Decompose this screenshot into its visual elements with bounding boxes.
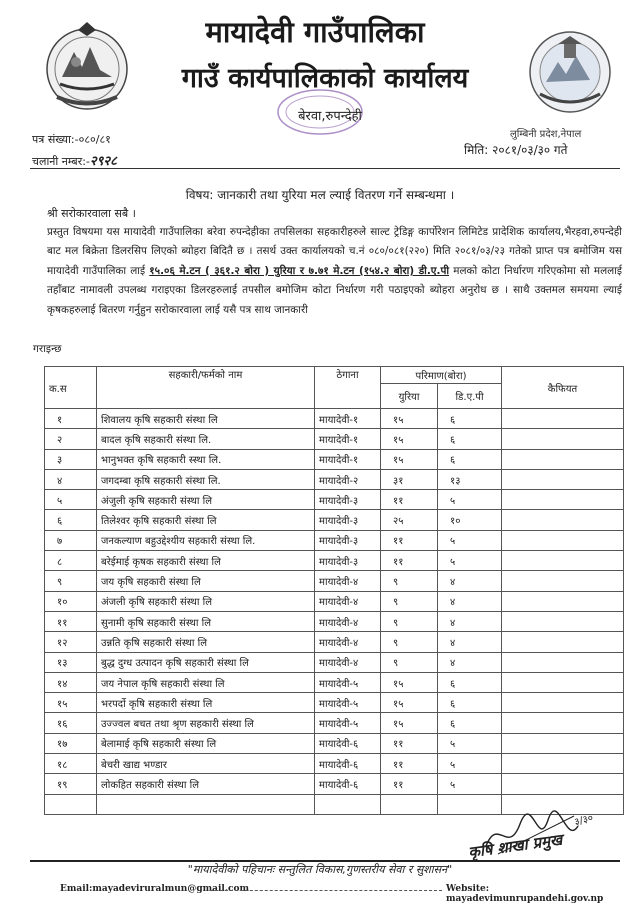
row-remarks	[502, 733, 624, 753]
row-address: मायादेवी-६	[315, 774, 381, 794]
row-remarks	[502, 693, 624, 713]
row-urea: ९	[381, 611, 438, 631]
row-urea: ११	[381, 733, 438, 753]
row-address: मायादेवी-४	[315, 632, 381, 652]
province: लुम्बिनी प्रदेश,नेपाल	[510, 129, 582, 140]
header-dap: डि.ए.पी	[438, 384, 502, 409]
header-urea: युरिया	[381, 384, 438, 409]
letter-date	[464, 141, 568, 158]
table-row	[45, 551, 624, 571]
row-urea: ११	[381, 551, 438, 571]
date-value: २०८१/०३/३० गते	[492, 143, 568, 157]
row-sn: १४	[45, 672, 97, 692]
row-name: बेचरी खाद्य भण्डार	[97, 754, 315, 774]
row-name: बरेईमाई कृषक सहकारी संस्था लि	[97, 551, 315, 571]
body-text-2: मलको कोटा निर्धारण गरिएकोमा सो मललाई तहाँबाट नामावली उपलब्ध गराइएका डिलरहरुलाई तपसील बमोजिम कोटा निर्धारण गरी पठाइएको ब्योहरा अनुरोध छ । साथै उक्तमल समयमा ल्याई कृषकहरुलाई बितरण गर्नुहुन सरोकारवाला लाई यसै पत्र साथ जानकारी	[47, 264, 622, 316]
dispatch-number	[32, 151, 117, 169]
row-dap: ४	[438, 571, 502, 591]
row-dap: ५	[438, 490, 502, 510]
row-name: बुद्ध दुग्ध उत्पादन कृषि सहकारी संस्था लि	[97, 652, 315, 672]
header-sn: क.स	[45, 367, 97, 409]
dispatch-number-value: २९२८	[89, 154, 117, 169]
row-dap: ५	[438, 733, 502, 753]
row-sn: १७	[45, 733, 97, 753]
date-label: मिति:	[464, 143, 489, 157]
row-sn: १८	[45, 754, 97, 774]
row-remarks	[502, 409, 624, 429]
row-address	[315, 794, 381, 814]
row-sn: ५	[45, 490, 97, 510]
body-highlight: १५.०६ मे.टन ( ३६१.२ बोरा ) युरिया र ७.७१ मे.टन (१५४.२ बोरा) डी.ए.पी	[149, 264, 450, 277]
office-address: बेरवा,रुपन्देही	[298, 109, 362, 124]
row-dap: ६	[438, 713, 502, 733]
row-urea: ११	[381, 530, 438, 550]
row-name: भरपर्दो कृषि सहकारी संस्था लि	[97, 693, 315, 713]
body-paragraph	[47, 223, 622, 320]
row-remarks	[502, 652, 624, 672]
row-address: मायादेवी-४	[315, 591, 381, 611]
row-name: शिवालय कृषि सहकारी संस्था लि	[97, 409, 315, 429]
email-value[interactable]: mayadeviruralmun@gmail.com	[92, 884, 249, 894]
subject-line: विषय: जानकारी तथा युरिया मल ल्याई वितरण गर्ने सम्बन्धमा ।	[185, 188, 455, 202]
row-sn: १०	[45, 591, 97, 611]
row-remarks	[502, 551, 624, 571]
footer-dash	[210, 890, 442, 891]
letter-number-label: पत्र संख्या:-	[32, 133, 79, 146]
row-name: जगदम्बा कृषि सहकारी संस्था लि.	[97, 469, 315, 489]
row-urea: १५	[381, 409, 438, 429]
row-sn: १	[45, 409, 97, 429]
row-name: बादल कृषि सहकारी संस्था लि.	[97, 429, 315, 449]
row-sn: ४	[45, 469, 97, 489]
row-sn: ९	[45, 571, 97, 591]
row-urea: ११	[381, 774, 438, 794]
row-address: मायादेवी-४	[315, 652, 381, 672]
table-row	[45, 490, 624, 510]
row-name: लोकहित सहकारी संस्था लि	[97, 774, 315, 794]
table-row	[45, 429, 624, 449]
website-value[interactable]: mayadevimunrupandehi.gov.np	[446, 894, 604, 904]
row-dap: ४	[438, 591, 502, 611]
row-dap: ६	[438, 672, 502, 692]
body-closing: गराइन्छ	[33, 343, 62, 355]
website-label: Website:	[446, 884, 490, 894]
row-name: बेलामाई कृषि सहकारी संस्था लि	[97, 733, 315, 753]
row-dap: ६	[438, 693, 502, 713]
municipality-logo-icon	[528, 30, 612, 114]
body-text-1: प्रस्तुत विषयमा यस मायादेवी गाउँपालिका बरेवा रुपन्देहीका तपसिलका सहकारीहरुले साल्ट ट्रेडिङ्ग कार्पोरेशन लिमिटेड प्रादेशिक कार्यालय,भैरहवा,रुपन्देही बाट मल बिक्रेता डिलरसिप लिएको ब्योहरा बिदितै छ । तसर्थ उक्त कार्यालयको च.नं ०८०/०८१(२२०) मिति २०८१/०३/२३ गतेको प्राप्त पत्र बमोजिम यस मायादेवी गाउँपालिका लाई	[47, 226, 622, 277]
header-divider	[30, 168, 620, 169]
row-remarks	[502, 754, 624, 774]
footer-motto: "मायादेवीको पहिचानः सन्तुलित विकास,गुणस्तरीय सेवा र सुशासन"	[187, 863, 453, 876]
letter-number	[32, 132, 111, 147]
row-dap: ४	[438, 652, 502, 672]
row-sn: २	[45, 429, 97, 449]
row-urea: १५	[381, 693, 438, 713]
row-sn: ७	[45, 530, 97, 550]
signatory-title: कृषि शाखा प्रमुख	[467, 830, 564, 862]
table-row	[45, 774, 624, 794]
row-urea	[381, 794, 438, 814]
row-remarks	[502, 469, 624, 489]
table-row	[45, 510, 624, 530]
header-quantity: परिमाण(बोरा)	[381, 367, 502, 384]
row-urea: १५	[381, 429, 438, 449]
row-dap: ४	[438, 632, 502, 652]
row-urea: ११	[381, 754, 438, 774]
row-sn: १५	[45, 693, 97, 713]
row-dap: ६	[438, 429, 502, 449]
row-remarks	[502, 449, 624, 469]
header-address: ठेगाना	[315, 367, 381, 409]
row-remarks	[502, 591, 624, 611]
table-row	[45, 591, 624, 611]
org-name: मायादेवी गाउँपालिका	[205, 15, 425, 49]
row-name: उज्ज्वल बचत तथा श्रृण सहकारी संस्था लि	[97, 713, 315, 733]
row-dap: ५	[438, 530, 502, 550]
row-remarks	[502, 490, 624, 510]
row-address: मायादेवी-४	[315, 611, 381, 631]
row-remarks	[502, 571, 624, 591]
row-address: मायादेवी-२	[315, 469, 381, 489]
table-row	[45, 611, 624, 631]
row-remarks	[502, 713, 624, 733]
row-address: मायादेवी-६	[315, 754, 381, 774]
row-dap: १०	[438, 510, 502, 530]
row-urea: १५	[381, 449, 438, 469]
row-name: अंजुली कृषि सहकारी संस्था लि	[97, 490, 315, 510]
row-address: मायादेवी-३	[315, 490, 381, 510]
nepal-government-emblem-icon	[42, 22, 132, 112]
table-row	[45, 672, 624, 692]
header-name: सहकारी/फर्मको नाम	[97, 367, 315, 409]
allocation-table	[44, 366, 624, 815]
row-address: मायादेवी-३	[315, 551, 381, 571]
row-sn: १३	[45, 652, 97, 672]
table-row	[45, 409, 624, 429]
row-urea: १५	[381, 713, 438, 733]
row-name	[97, 794, 315, 814]
table-row	[45, 469, 624, 489]
row-dap: ५	[438, 551, 502, 571]
row-remarks	[502, 510, 624, 530]
row-remarks	[502, 632, 624, 652]
table-row	[45, 530, 624, 550]
row-address: मायादेवी-५	[315, 672, 381, 692]
row-dap: ६	[438, 409, 502, 429]
row-urea: २५	[381, 510, 438, 530]
row-sn: १६	[45, 713, 97, 733]
table-row	[45, 754, 624, 774]
row-sn: १९	[45, 774, 97, 794]
row-address: मायादेवी-५	[315, 693, 381, 713]
letter-number-value: ०८०/८१	[78, 133, 111, 146]
row-urea: ९	[381, 591, 438, 611]
office-name: गाउँ कार्यपालिकाको कार्यालय	[181, 63, 469, 94]
row-sn: ८	[45, 551, 97, 571]
row-remarks	[502, 672, 624, 692]
table-row	[45, 733, 624, 753]
dispatch-number-label: चलानी नम्बर:-	[32, 155, 90, 168]
row-sn	[45, 794, 97, 814]
row-name: जय कृषि सहकारी संस्था लि	[97, 571, 315, 591]
row-name: जनकल्याण बहुउद्देश्यीय सहकारी संस्था लि.	[97, 530, 315, 550]
row-remarks	[502, 530, 624, 550]
table-row	[45, 632, 624, 652]
row-dap: ४	[438, 611, 502, 631]
row-name: जय नेपाल कृषि सहकारी संस्था लि	[97, 672, 315, 692]
row-name: अंजली कृषि सहकारी संस्था लि	[97, 591, 315, 611]
row-dap: १३	[438, 469, 502, 489]
table-row	[45, 713, 624, 733]
signature-date: ३/३०	[573, 812, 595, 829]
row-name: सुनामी कृषि सहकारी संस्था लि	[97, 611, 315, 631]
salutation: श्री सरोकारवाला सबै ।	[47, 207, 136, 220]
row-address: मायादेवी-६	[315, 733, 381, 753]
row-remarks	[502, 774, 624, 794]
table-row	[45, 571, 624, 591]
row-sn: ६	[45, 510, 97, 530]
row-sn: ३	[45, 449, 97, 469]
row-address: मायादेवी-१	[315, 449, 381, 469]
row-urea: ११	[381, 490, 438, 510]
table-row	[45, 449, 624, 469]
row-name: उन्नति कृषि सहकारी संस्था लि	[97, 632, 315, 652]
row-remarks	[502, 429, 624, 449]
row-sn: १२	[45, 632, 97, 652]
row-address: मायादेवी-३	[315, 530, 381, 550]
row-sn: ११	[45, 611, 97, 631]
row-address: मायादेवी-५	[315, 713, 381, 733]
table-header-row	[45, 367, 624, 384]
row-urea: ९	[381, 632, 438, 652]
row-address: मायादेवी-४	[315, 571, 381, 591]
email-label: Email:	[60, 884, 93, 894]
row-address: मायादेवी-३	[315, 510, 381, 530]
row-remarks	[502, 611, 624, 631]
row-urea: १५	[381, 672, 438, 692]
row-dap: ५	[438, 774, 502, 794]
footer-email	[60, 884, 249, 894]
row-urea: ९	[381, 571, 438, 591]
row-dap: ५	[438, 754, 502, 774]
row-urea: ९	[381, 652, 438, 672]
row-address: मायादेवी-१	[315, 409, 381, 429]
row-name: तिलेश्वर कृषि सहकारी संस्था लि	[97, 510, 315, 530]
row-address: मायादेवी-१	[315, 429, 381, 449]
row-urea: ३१	[381, 469, 438, 489]
header-remarks: कैफियत	[502, 367, 624, 409]
row-name: भानुभक्त कृषि सहकारी स्स्था लि.	[97, 449, 315, 469]
row-dap: ६	[438, 449, 502, 469]
footer-website	[446, 884, 643, 904]
table-row	[45, 693, 624, 713]
table-row	[45, 652, 624, 672]
